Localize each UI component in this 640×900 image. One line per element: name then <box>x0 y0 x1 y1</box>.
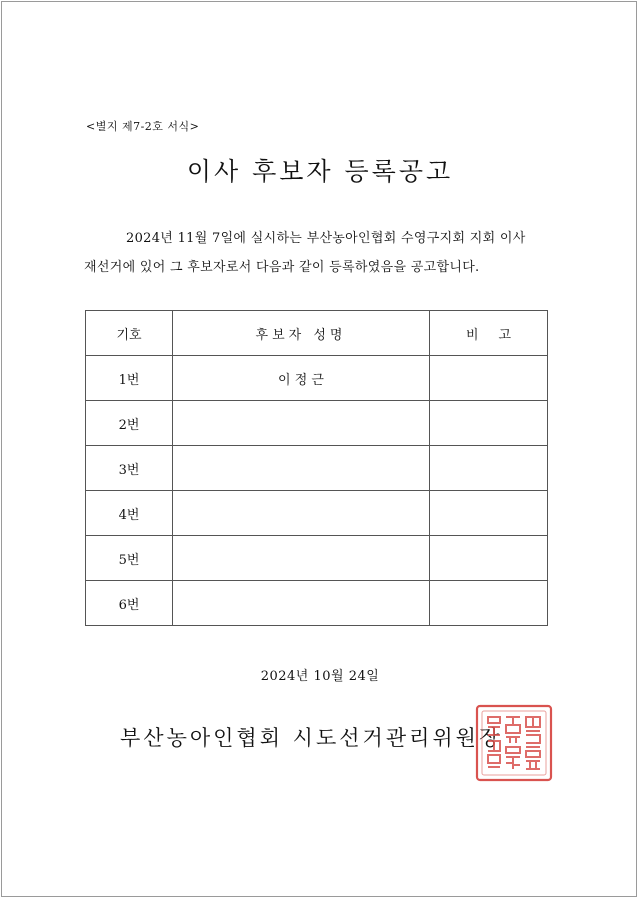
row-remark <box>430 446 548 491</box>
row-candidate-name <box>173 446 430 491</box>
row-number: 5번 <box>86 536 173 581</box>
seal-glyphs <box>488 717 540 769</box>
announcement-date: 2024년 10월 24일 <box>260 669 380 684</box>
issuer-signature: 부산농아인협회 시도선거관리위원장 <box>120 726 503 750</box>
row-remark <box>430 401 548 446</box>
row-remark <box>430 536 548 581</box>
announcement-line-2: 재선거에 있어 그 후보자로서 다음과 같이 등록하였음을 공고합니다. <box>84 260 480 275</box>
header-remark <box>430 311 548 356</box>
row-candidate-name <box>173 581 430 626</box>
table-row <box>86 356 548 401</box>
row-candidate-name <box>173 536 430 581</box>
header-remark-b: 고 <box>498 327 512 343</box>
row-number: 6번 <box>86 581 173 626</box>
row-candidate-name <box>173 491 430 536</box>
announcement-body <box>84 224 564 282</box>
row-candidate-name: 이 정 근 <box>173 356 430 401</box>
header-number: 기호 <box>86 311 173 356</box>
candidate-table <box>85 310 548 626</box>
row-remark <box>430 491 548 536</box>
table-row <box>86 491 548 536</box>
row-number: 2번 <box>86 401 173 446</box>
announcement-line-1: 2024년 11월 7일에 실시하는 부산농아인협회 수영구지회 지회 이사 <box>126 231 526 246</box>
header-remark-a: 비 <box>465 327 479 343</box>
row-number: 3번 <box>86 446 173 491</box>
official-seal-icon <box>474 703 554 783</box>
row-number: 4번 <box>86 491 173 536</box>
form-reference: <별지 제7-2호 서식> <box>86 120 200 133</box>
header-candidate-name: 후보자 성명 <box>173 311 430 356</box>
table-header-row <box>86 311 548 356</box>
row-number: 1번 <box>86 356 173 401</box>
page-title: 이사 후보자 등록공고 <box>186 157 454 186</box>
table-row <box>86 536 548 581</box>
row-remark <box>430 356 548 401</box>
table-row <box>86 401 548 446</box>
row-candidate-name <box>173 401 430 446</box>
table-row <box>86 581 548 626</box>
row-remark <box>430 581 548 626</box>
table-row <box>86 446 548 491</box>
